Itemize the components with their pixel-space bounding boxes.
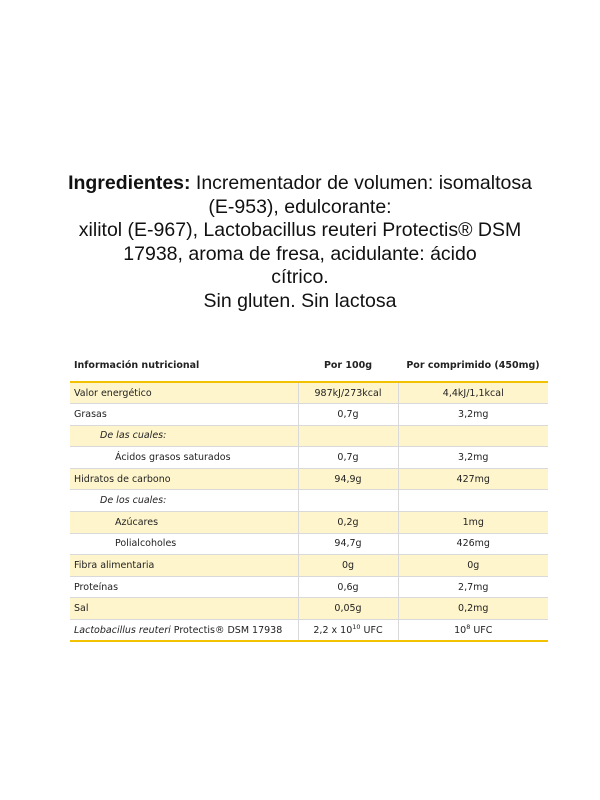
row-per-100g — [298, 425, 398, 447]
row-per-100g: 0g — [298, 555, 398, 577]
ingredients-line-5: cítrico. — [271, 266, 329, 288]
table-row — [70, 468, 548, 490]
exponent: 8 — [466, 622, 471, 631]
table-row — [70, 404, 548, 426]
row-per-100g: 987kJ/273kcal — [298, 382, 398, 404]
ingredients-line-1: Ingredientes: Incrementador de volumen: isomaltosa — [68, 172, 532, 194]
allergen-note: Sin gluten. Sin lactosa — [203, 289, 397, 312]
ingredients-label: Ingredientes: — [68, 172, 191, 194]
row-per-tablet: 0,2mg — [398, 598, 548, 620]
row-per-tablet: 1mg — [398, 512, 548, 534]
ingredients-text — [58, 172, 542, 313]
row-per-100g: 0,7g — [298, 404, 398, 426]
row-label: Valor energético — [70, 382, 298, 404]
table-row — [70, 382, 548, 404]
row-per-tablet — [398, 425, 548, 447]
row-per-tablet: 426mg — [398, 533, 548, 555]
row-per-100g — [298, 490, 398, 512]
table-row — [70, 447, 548, 469]
row-per-100g: 2,2 x $10^{10}$ UFC — [298, 620, 398, 642]
row-label: Ácidos grasos saturados — [70, 447, 298, 469]
header-nutrition-info: Información nutricional — [70, 350, 298, 382]
row-per-100g: 94,7g — [298, 533, 398, 555]
row-per-tablet — [398, 490, 548, 512]
row-label: Azúcares — [70, 512, 298, 534]
table-header-row — [70, 350, 548, 382]
table-row — [70, 598, 548, 620]
row-per-100g: 0,6g — [298, 576, 398, 598]
row-label: Sal — [70, 598, 298, 620]
row-label: Proteínas — [70, 576, 298, 598]
row-label: Hidratos de carbono — [70, 468, 298, 490]
nutrition-table-container — [70, 350, 548, 642]
row-per-tablet: 2,7mg — [398, 576, 548, 598]
row-label: De las cuales: — [70, 425, 298, 447]
exponent: 10 — [352, 622, 361, 631]
header-per-100g: Por 100g — [298, 350, 398, 382]
row-per-tablet: 3,2mg — [398, 447, 548, 469]
table-row — [70, 425, 548, 447]
probiotic-species: Lactobacillus reuteri — [74, 624, 171, 636]
row-per-tablet: 3,2mg — [398, 404, 548, 426]
ingredients-line-4: 17938, aroma de fresa, acidulante: ácido — [123, 242, 477, 265]
ingredients-line-2: (E-953), edulcorante: — [208, 195, 392, 218]
row-per-100g: 94,9g — [298, 468, 398, 490]
row-label — [70, 620, 298, 642]
row-per-100g: 0,7g — [298, 447, 398, 469]
table-row — [70, 490, 548, 512]
row-label: Polialcoholes — [70, 533, 298, 555]
header-per-tablet: Por comprimido (450mg) — [398, 350, 548, 382]
table-row-probiotic — [70, 620, 548, 642]
table-row — [70, 512, 548, 534]
table-row — [70, 576, 548, 598]
ingredients-line-3: xilitol (E-967), Lactobacillus reuteri Protectis® DSM — [78, 219, 522, 241]
nutrition-table — [70, 350, 548, 642]
row-label: De los cuales: — [70, 490, 298, 512]
row-per-tablet: 427mg — [398, 468, 548, 490]
table-row — [70, 533, 548, 555]
row-per-100g: 0,05g — [298, 598, 398, 620]
row-per-tablet: 0g — [398, 555, 548, 577]
row-label: Grasas — [70, 404, 298, 426]
probiotic-strain: Protectis® DSM 17938 — [170, 624, 283, 636]
row-per-tablet: $10^8$ UFC — [398, 620, 548, 642]
row-per-tablet: 4,4kJ/1,1kcal — [398, 382, 548, 404]
row-per-100g: 0,2g — [298, 512, 398, 534]
row-label: Fibra alimentaria — [70, 555, 298, 577]
table-row — [70, 555, 548, 577]
